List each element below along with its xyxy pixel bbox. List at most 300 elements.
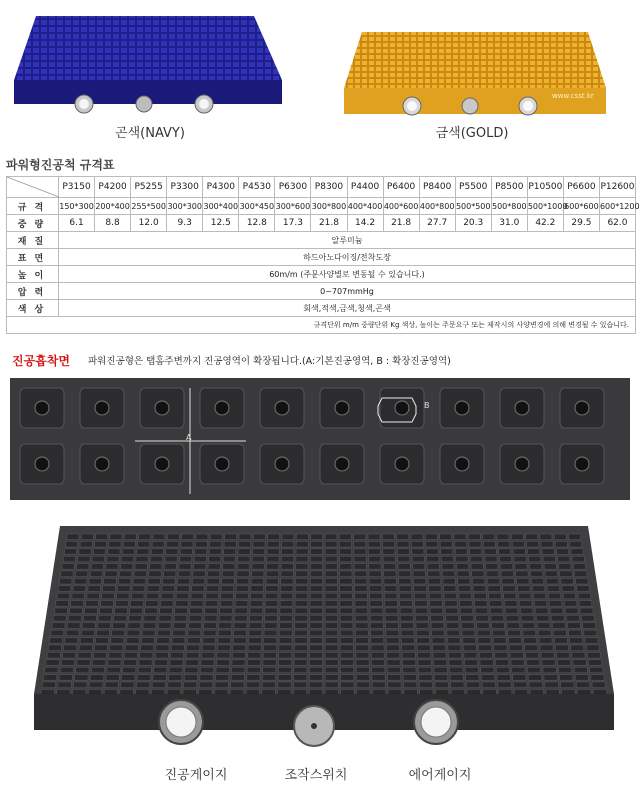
grid-cell: [356, 675, 369, 681]
grid-cell: [400, 608, 413, 614]
grid-cell: [132, 586, 144, 592]
grid-cell: [370, 608, 383, 614]
grid-cell: [511, 660, 524, 666]
model-header: P5500: [455, 177, 491, 198]
grid-cell: [250, 608, 263, 614]
grid-cell: [203, 630, 216, 636]
grid-cell: [536, 615, 549, 621]
grid-cell: [216, 660, 229, 666]
grid-cell: [310, 608, 323, 614]
grid-cell: [113, 623, 126, 629]
grid-cell: [280, 601, 293, 607]
grid-cell: [189, 615, 202, 621]
grid-cell: [411, 534, 423, 540]
tap-hole: [335, 457, 349, 471]
grid-cell: [340, 578, 352, 584]
grid-cell: [355, 608, 368, 614]
grid-cell: [181, 541, 193, 547]
grid-cell: [108, 660, 121, 666]
grid-cell: [514, 556, 526, 562]
grid-cell: [568, 623, 581, 629]
grid-cell: [534, 601, 547, 607]
tap-hole: [575, 457, 589, 471]
grid-cell: [466, 682, 479, 688]
grid-cell: [281, 571, 293, 577]
grid-cell: [209, 549, 221, 555]
grid-cell: [203, 638, 216, 644]
grid-cell: [538, 630, 551, 636]
grid-cell: [89, 682, 102, 688]
grid-cell: [582, 615, 595, 621]
grid-cell: [518, 586, 530, 592]
grid-cell: [543, 667, 556, 673]
grid-cell: [460, 601, 473, 607]
model-header: P10500: [527, 177, 563, 198]
table-cell: 400*800: [419, 198, 455, 215]
grid-cell: [428, 578, 440, 584]
grid-cell: [93, 652, 106, 658]
grid-cell: [543, 556, 555, 562]
grid-cell: [325, 630, 338, 636]
grid-cell: [354, 578, 366, 584]
grid-cell: [506, 615, 519, 621]
grid-cell: [225, 534, 237, 540]
grid-cell: [64, 645, 77, 651]
grid-cell: [385, 601, 398, 607]
grid-cell: [494, 645, 507, 651]
grid-cell: [531, 578, 543, 584]
grid-cell: [237, 578, 249, 584]
grid-cell: [141, 638, 154, 644]
grid-cell: [234, 630, 247, 636]
grid-cell: [384, 578, 396, 584]
table-cell: 6.1: [59, 215, 95, 232]
grid-cell: [555, 541, 567, 547]
grid-cell: [560, 675, 573, 681]
grid-cell: [105, 682, 118, 688]
grid-cell: [311, 534, 323, 540]
grid-cell: [251, 578, 263, 584]
grid-cell: [447, 638, 460, 644]
grid-cell: [63, 652, 76, 658]
air-gauge-dial: [421, 707, 451, 737]
grid-cell: [325, 652, 338, 658]
vacuum-heading: 진공흡착면: [12, 354, 70, 368]
grid-cell: [210, 541, 222, 547]
grid-cell: [67, 623, 80, 629]
grid-cell: [157, 630, 170, 636]
grid-cell: [465, 667, 478, 673]
grid-cell: [325, 623, 338, 629]
grid-cell: [311, 549, 323, 555]
grid-cell: [507, 623, 520, 629]
grid-cell: [554, 534, 566, 540]
grid-cell: [294, 660, 307, 666]
grid-cell: [121, 682, 134, 688]
grid-cell: [180, 556, 192, 562]
grid-cell: [339, 549, 351, 555]
tap-hole: [95, 401, 109, 415]
grid-cell: [51, 630, 64, 636]
model-header: P3300: [167, 177, 203, 198]
gold-caption: 금색(GOLD): [435, 126, 509, 141]
grid-cell: [295, 586, 307, 592]
model-header: P4530: [239, 177, 275, 198]
grid-cell: [356, 652, 369, 658]
tap-hole: [155, 401, 169, 415]
grid-cell: [82, 623, 95, 629]
grid-cell: [223, 556, 235, 562]
grid-cell: [339, 534, 351, 540]
grid-cell: [404, 682, 417, 688]
grid-cell: [136, 556, 148, 562]
grid-cell: [583, 623, 596, 629]
grid-cell: [136, 682, 149, 688]
grid-cell: [573, 660, 586, 666]
grid-cell: [434, 660, 447, 666]
grid-cell: [385, 615, 398, 621]
grid-cell: [295, 615, 308, 621]
grid-cell: [66, 630, 79, 636]
grid-cell: [569, 534, 581, 540]
grid-cell: [89, 578, 101, 584]
grid-cell: [295, 608, 308, 614]
grid-cell: [518, 593, 530, 599]
grid-cell: [221, 586, 233, 592]
grid-cell: [446, 615, 459, 621]
grid-cell: [387, 660, 400, 666]
grid-cell: [527, 667, 540, 673]
grid-cell: [355, 615, 368, 621]
grid-cell: [341, 682, 354, 688]
grid-cell: [413, 571, 425, 577]
grid-cell: [463, 638, 476, 644]
grid-cell: [103, 586, 115, 592]
grid-cell: [59, 675, 72, 681]
grid-cell: [386, 638, 399, 644]
grid-cell: [87, 593, 99, 599]
grid-cell: [63, 556, 75, 562]
grid-cell: [356, 660, 369, 666]
grid-cell: [122, 549, 134, 555]
grid-cell: [561, 578, 573, 584]
grid-cell: [539, 638, 552, 644]
grid-cell: [576, 682, 589, 688]
table-cell: 21.8: [311, 215, 347, 232]
grid-cell: [427, 564, 439, 570]
grid-cell: [281, 586, 293, 592]
grid-cell: [417, 638, 430, 644]
grid-cell: [279, 645, 292, 651]
grid-cell: [234, 623, 247, 629]
grid-cell: [206, 586, 218, 592]
grid-cell: [495, 652, 508, 658]
grid-cell: [65, 638, 78, 644]
model-header: P6300: [275, 177, 311, 198]
grid-cell: [130, 608, 143, 614]
grid-cell: [441, 556, 453, 562]
grid-cell: [512, 667, 525, 673]
grid-cell: [295, 630, 308, 636]
grid-cell: [205, 601, 218, 607]
grid-cell: [281, 578, 293, 584]
grid-cell: [486, 564, 498, 570]
grid-cell: [371, 638, 384, 644]
grid-cell: [325, 675, 338, 681]
grid-cell: [433, 652, 446, 658]
table-cell: 300*800: [311, 198, 347, 215]
grid-cell: [107, 556, 119, 562]
grid-cell: [163, 578, 175, 584]
grid-cell: [263, 667, 276, 673]
grid-cell: [513, 549, 525, 555]
grid-cell: [517, 578, 529, 584]
grid-cell: [400, 615, 413, 621]
grid-cell: [310, 638, 323, 644]
grid-cell: [385, 593, 397, 599]
grid-cell: [540, 645, 553, 651]
grid-cell: [50, 638, 63, 644]
grid-cell: [221, 593, 233, 599]
grid-cell: [123, 667, 136, 673]
tap-hole: [215, 457, 229, 471]
grid-cell: [295, 593, 307, 599]
grid-cell: [551, 615, 564, 621]
grid-cell: [512, 541, 524, 547]
grid-cell: [546, 578, 558, 584]
grid-cell: [560, 571, 572, 577]
grid-cell: [196, 534, 208, 540]
grid-cell: [498, 682, 511, 688]
grid-cell: [296, 541, 308, 547]
grid-cell: [91, 667, 104, 673]
grid-cell: [278, 682, 291, 688]
grid-cell: [175, 608, 188, 614]
grid-cell: [309, 667, 322, 673]
table-cell: 500*1000: [527, 198, 563, 215]
grid-cell: [79, 549, 91, 555]
grid-cell: [466, 675, 479, 681]
grid-cell: [279, 652, 292, 658]
grid-cell: [500, 564, 512, 570]
merged-cell: 60m/m (주문사양별로 변동될 수 있습니다.): [59, 266, 636, 283]
grid-cell: [106, 675, 119, 681]
grid-cell: [459, 593, 471, 599]
grid-cell: [555, 645, 568, 651]
table-cell: 200*400: [95, 198, 131, 215]
grid-cell: [60, 578, 72, 584]
grid-cell: [134, 571, 146, 577]
grid-cell: [219, 623, 232, 629]
grid-cell: [73, 586, 85, 592]
grid-cell: [215, 682, 228, 688]
grid-cell: [138, 667, 151, 673]
grid-cell: [573, 564, 585, 570]
grid-cell: [46, 660, 59, 666]
grid-cell: [42, 682, 55, 688]
grid-cell: [548, 593, 560, 599]
grid-cell: [127, 630, 140, 636]
grid-cell: [96, 534, 108, 540]
control-switch-hole: [311, 723, 317, 729]
grid-cell: [575, 675, 588, 681]
grid-cell: [145, 608, 158, 614]
row-label: 표면: [7, 249, 59, 266]
grid-cell: [430, 608, 443, 614]
grid-cell: [249, 623, 262, 629]
grid-cell: [70, 608, 83, 614]
tap-hole: [335, 401, 349, 415]
model-header: P6400: [383, 177, 419, 198]
grid-cell: [135, 564, 147, 570]
grid-cell: [128, 623, 141, 629]
grid-cell: [294, 675, 307, 681]
grid-cell: [191, 593, 203, 599]
grid-cell: [166, 549, 178, 555]
grid-cell: [434, 667, 447, 673]
grid-cell: [110, 645, 123, 651]
merged-cell: 알루미늄: [59, 232, 636, 249]
grid-cell: [368, 541, 380, 547]
gold-chuck-image: [340, 30, 610, 120]
grid-cell: [77, 660, 90, 666]
grid-cell: [187, 638, 200, 644]
grid-cell: [222, 578, 234, 584]
grid-cell: [397, 534, 409, 540]
grid-cell: [401, 638, 414, 644]
grid-cell: [401, 623, 414, 629]
grid-cell: [354, 556, 366, 562]
grid-cell: [92, 556, 104, 562]
grid-cell: [388, 675, 401, 681]
grid-cell: [109, 652, 122, 658]
grid-cell: [209, 556, 221, 562]
grid-cell: [470, 556, 482, 562]
grid-cell: [585, 638, 598, 644]
grid-cell: [493, 630, 506, 636]
grid-cell: [372, 660, 385, 666]
grid-cell: [236, 586, 248, 592]
grid-cell: [432, 638, 445, 644]
grid-cell: [232, 652, 245, 658]
grid-cell: [354, 549, 366, 555]
grid-cell: [440, 541, 452, 547]
grid-cell: [115, 608, 128, 614]
grid-cell: [168, 682, 181, 688]
grid-cell: [167, 534, 179, 540]
grid-cell: [264, 630, 277, 636]
grid-cell: [205, 608, 218, 614]
table-cell: 12.8: [239, 215, 275, 232]
grid-cell: [371, 645, 384, 651]
grid-cell: [180, 549, 192, 555]
grid-cell: [384, 586, 396, 592]
grid-cell: [570, 638, 583, 644]
grid-cell: [485, 556, 497, 562]
grid-cell: [146, 593, 158, 599]
grid-cell: [372, 667, 385, 673]
grid-cell: [281, 556, 293, 562]
grid-cell: [372, 675, 385, 681]
merged-cell: 0~707mmHg: [59, 283, 636, 300]
grid-cell: [566, 615, 579, 621]
grid-cell: [85, 608, 98, 614]
grid-cell: [579, 601, 592, 607]
grid-cell: [100, 608, 113, 614]
navy-chuck-image: [8, 12, 288, 120]
grid-cell: [425, 534, 437, 540]
grid-cell: [532, 586, 544, 592]
grid-cell: [173, 630, 186, 636]
grid-cell: [482, 682, 495, 688]
grid-cell: [547, 586, 559, 592]
grid-cell: [497, 675, 510, 681]
grid-cell: [219, 615, 232, 621]
grid-cell: [231, 682, 244, 688]
grid-cell: [544, 564, 556, 570]
watermark: www.csst.kr: [552, 92, 594, 100]
grid-cell: [239, 534, 251, 540]
grid-cell: [265, 615, 278, 621]
grid-cell: [340, 623, 353, 629]
grid-cell: [564, 601, 577, 607]
grid-cell: [412, 556, 424, 562]
grid-cell: [65, 549, 77, 555]
grid-cell: [151, 549, 163, 555]
grid-cell: [554, 638, 567, 644]
grid-cell: [340, 638, 353, 644]
grid-cell: [75, 675, 88, 681]
grid-cell: [280, 623, 293, 629]
grid-cell: [508, 630, 521, 636]
grid-cell: [340, 608, 353, 614]
grid-cell: [310, 578, 322, 584]
grid-cell: [430, 601, 443, 607]
grid-cell: [137, 675, 150, 681]
grid-cell: [474, 593, 486, 599]
grid-cell: [341, 667, 354, 673]
grid-cell: [575, 571, 587, 577]
grid-cell: [194, 556, 206, 562]
grid-cell: [266, 578, 278, 584]
grid-cell: [325, 615, 338, 621]
grid-cell: [195, 541, 207, 547]
grid-cell: [154, 667, 167, 673]
grid-cell: [340, 601, 353, 607]
grid-cell: [449, 660, 462, 666]
grid-cell: [520, 608, 533, 614]
grid-cell: [412, 549, 424, 555]
grid-cell: [252, 556, 264, 562]
grid-cell: [295, 601, 308, 607]
grid-cell: [442, 571, 454, 577]
grid-cell: [253, 534, 265, 540]
grid-cell: [559, 667, 572, 673]
grid-cell: [71, 601, 84, 607]
grid-cell: [499, 549, 511, 555]
grid-cell: [478, 638, 491, 644]
grid-cell: [369, 586, 381, 592]
vacuum-surface-image: [10, 378, 630, 500]
grid-cell: [545, 571, 557, 577]
vacuum-gauge-label: 진공게이지: [164, 768, 228, 783]
grid-cell: [247, 675, 260, 681]
grid-cell: [488, 586, 500, 592]
grid-cell: [169, 675, 182, 681]
table-cell: 31.0: [491, 215, 527, 232]
grid-cell: [383, 556, 395, 562]
grid-cell: [138, 541, 150, 547]
